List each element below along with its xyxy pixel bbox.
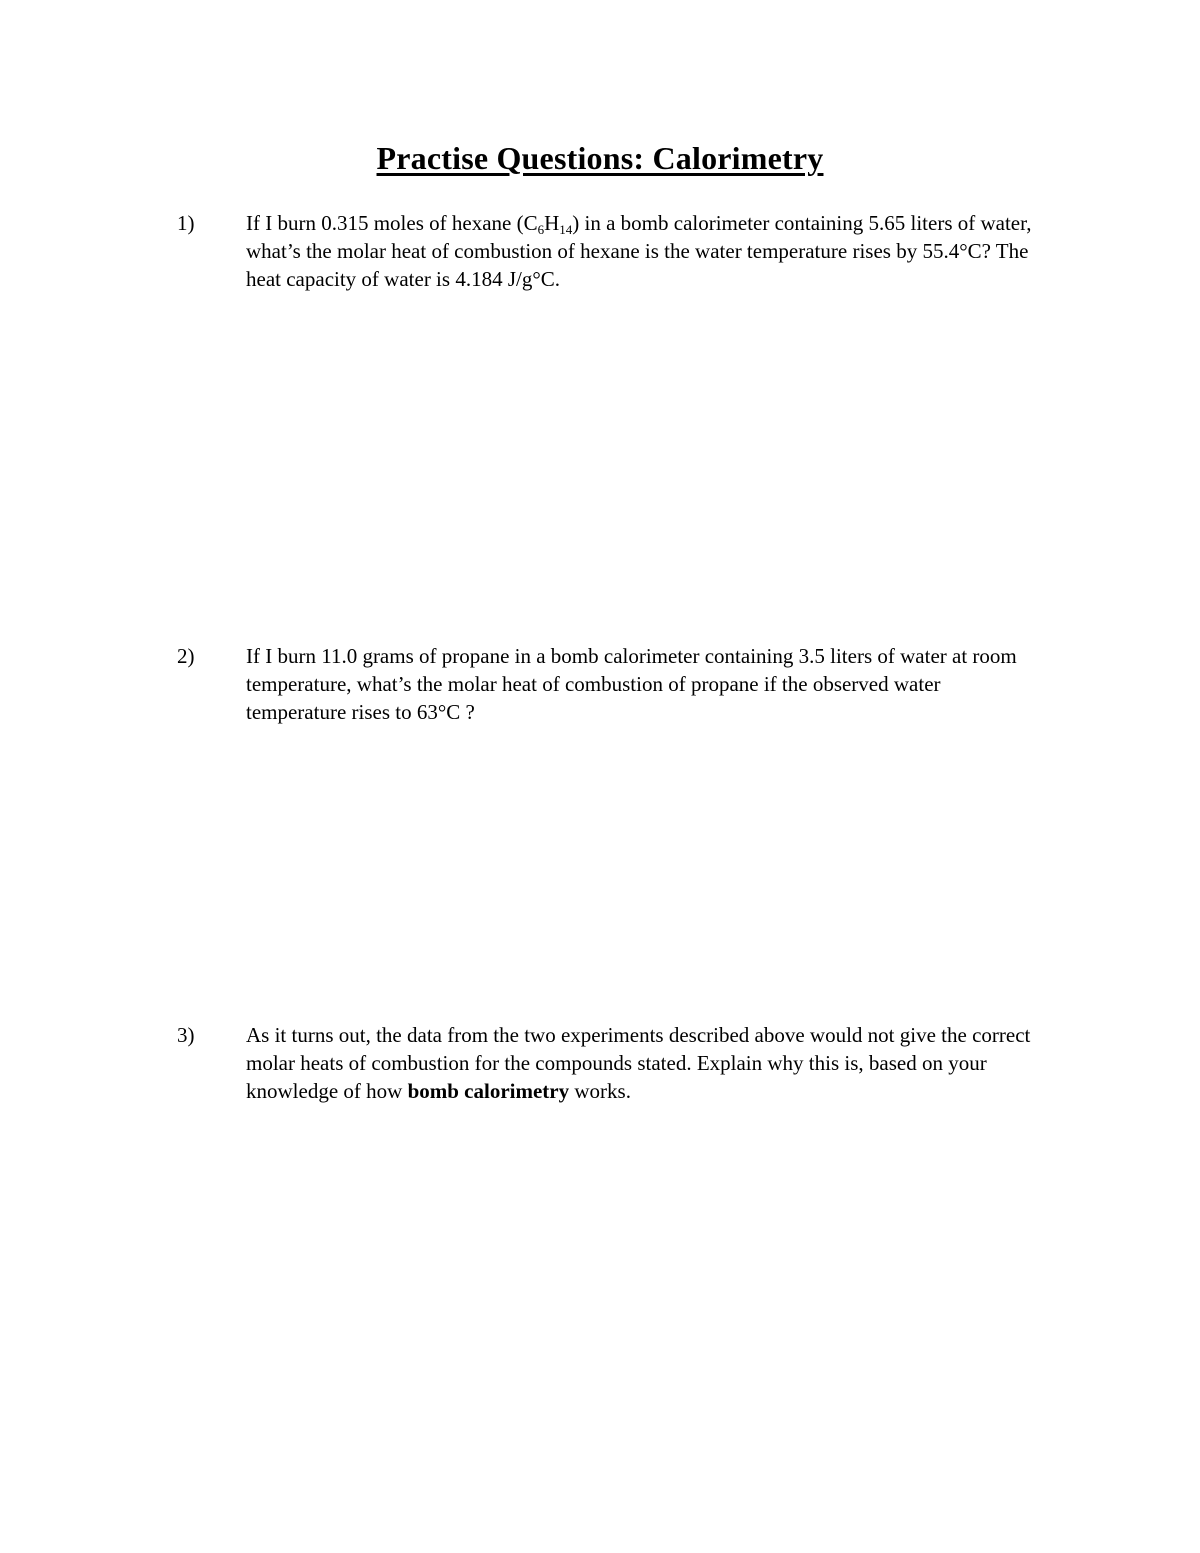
subscript: 14 xyxy=(559,222,573,237)
question-text-part: If I burn 0.315 moles of hexane (C xyxy=(246,211,538,235)
question-text-part: works. xyxy=(569,1079,631,1103)
subscript: 6 xyxy=(537,222,545,237)
question-text-part: H xyxy=(544,211,560,235)
question-text xyxy=(246,209,1036,293)
question-text-part: ) in a bomb calorimeter containing 5.65 liters of water, what’s the molar heat of combustion of hexane is the water temperature rises by 55.4°C? The heat capacity of water is 4.184 J/g°C. xyxy=(246,211,1032,291)
page-title: Practise Questions: Calorimetry xyxy=(376,140,824,176)
question-number: 2) xyxy=(177,644,195,668)
question-text-part: As it turns out, the data from the two experiments described above would not give the correct molar heats of combustion for the compounds stated. Explain why this is, based on your knowledge of how xyxy=(246,1023,1031,1103)
question-number: 3) xyxy=(177,1023,195,1047)
bold-term: bomb calorimetry xyxy=(407,1079,570,1103)
question-text xyxy=(246,1021,1036,1105)
question-number: 1) xyxy=(177,211,195,235)
question-text: If I burn 11.0 grams of propane in a bomb calorimeter containing 3.5 liters of water at room temperature, what’s the molar heat of combustion of propane if the observed water temperature rises to 63°C ? xyxy=(246,644,1017,724)
